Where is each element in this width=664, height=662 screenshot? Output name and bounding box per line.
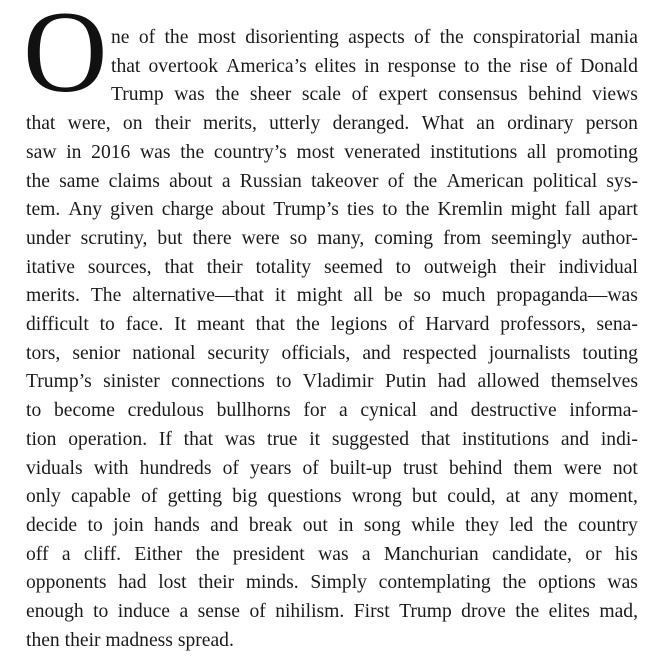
text-line: itative sources, that their totality seemed to outweigh their individual: [26, 256, 638, 278]
text-line: the same claims about a Russian takeover of the American political sys-: [26, 170, 638, 192]
text-line: only capable of getting big questions wrong but could, at any moment,: [26, 486, 638, 508]
text-line: merits. The alternative—that it might all be so much propaganda—was: [26, 285, 638, 307]
text-line: to become credulous bullhorns for a cynical and destructive informa-: [26, 400, 638, 422]
text-line: opponents had lost their minds. Simply contemplating the options was: [26, 572, 638, 594]
text-line: Trump’s sinister connections to Vladimir Putin had allowed themselves: [26, 371, 638, 393]
text-line: viduals with hundreds of years of built-up trust behind them were not: [26, 457, 638, 479]
text-line: ne of the most disorienting aspects of the conspiratorial mania: [111, 27, 638, 48]
text-line: that were, on their merits, utterly deranged. What an ordinary person: [26, 113, 638, 135]
text-line: difficult to face. It meant that the legions of Harvard professors, sena-: [26, 314, 638, 335]
text-line: Trump was the sheer scale of expert consensus behind views: [111, 84, 638, 106]
text-line: off a cliff. Either the president was a Manchurian candidate, or his: [26, 543, 638, 565]
text-line: decide to join hands and break out in song while they led the country: [26, 514, 638, 536]
text-line: then their madness spread.: [26, 629, 234, 651]
drop-cap: O: [23, 0, 108, 117]
text-line: under scrutiny, but there were so many, coming from seemingly author-: [26, 227, 638, 249]
text-line: that overtook America’s elites in response to the rise of Donald: [111, 55, 638, 77]
text-line: saw in 2016 was the country’s most venerated institutions all promoting: [26, 141, 638, 163]
text-line: tion operation. If that was true it suggested that institutions and indi-: [26, 428, 638, 450]
text-line: enough to induce a sense of nihilism. First Trump drove the elites mad,: [26, 601, 638, 622]
text-line: tem. Any given charge about Trump’s ties to the Kremlin might fall apart: [26, 199, 638, 221]
text-line: tors, senior national security officials, and respected journalists touting: [26, 342, 638, 364]
